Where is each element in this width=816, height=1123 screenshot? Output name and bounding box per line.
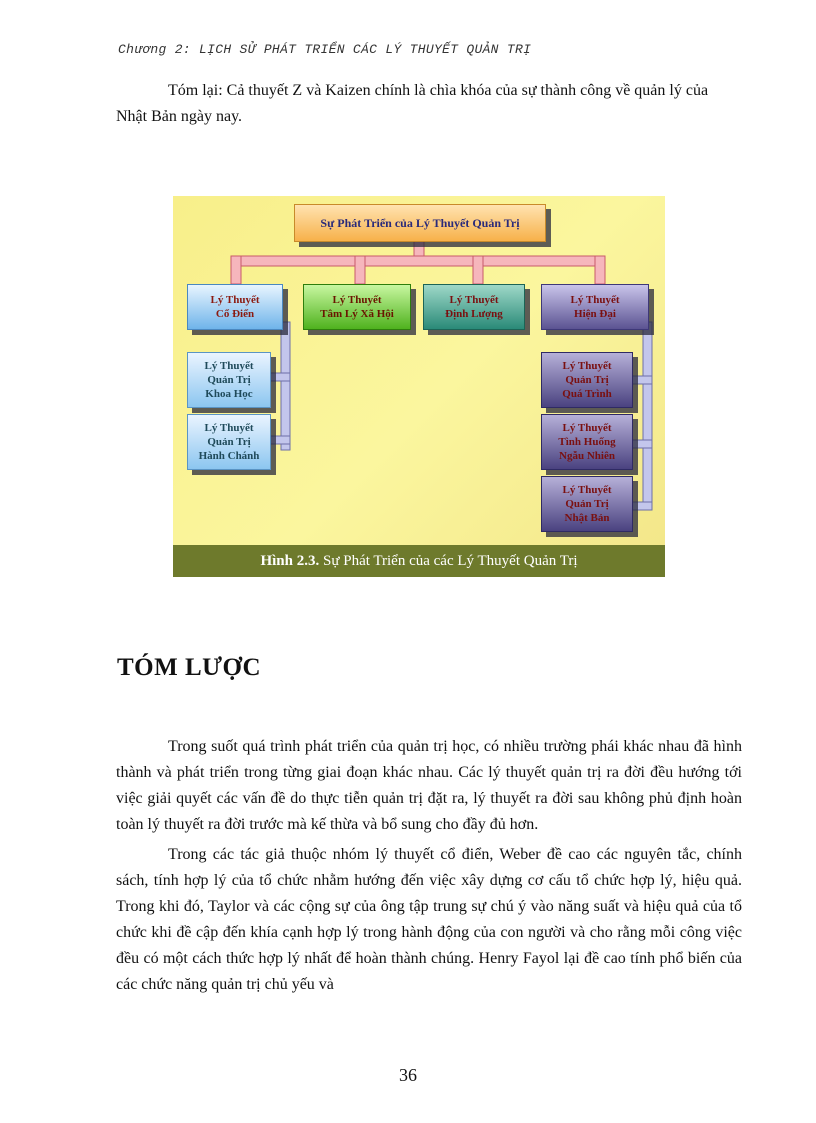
summary-body [116,734,742,998]
figure-caption: Hình 2.3. Sự Phát Triển của các Lý Thuyết Quản Trị [173,545,665,577]
running-header: Chương 2: LỊCH SỬ PHÁT TRIỂN CÁC LÝ THUYẾT QUẢN TRỊ [118,42,532,57]
process-management-node: Lý Thuyết Quản Trị Quá Trình [541,352,633,408]
summary-paragraph-2: Trong các tác giả thuộc nhóm lý thuyết cổ điển, Weber đề cao các nguyên tắc, chính sách, tính hợp lý của tổ chức nhằm hướng đến việc xây dựng cơ cấu tổ chức hợp lý, hiệu quả. Trong khi đó, Taylor và các cộng sự của ông tập trung sự chú ý vào năng suất và hiệu quả của tổ chức khi đề cập đến khía cạnh hợp lý trong hành động của con người và cho rằng mỗi công việc đều có một cách thức hợp lý nhất để hoàn thành chúng. Henry Fayol lại đề cao tính phổ biến của các chức năng quản trị chủ yếu và [116,846,742,993]
scientific-management-node: Lý Thuyết Quản Trị Khoa Học [187,352,271,408]
japanese-management-node: Lý Thuyết Quản Trị Nhật Bản [541,476,633,532]
page-number: 36 [399,1065,417,1085]
contingency-theory-node: Lý Thuyết Tình Huống Ngẫu Nhiên [541,414,633,470]
administrative-management-node: Lý Thuyết Quản Trị Hành Chánh [187,414,271,470]
modern-theory-node: Lý Thuyết Hiện Đại [541,284,649,330]
classical-theory-node: Lý Thuyết Cổ Điển [187,284,283,330]
social-psychology-theory-node: Lý Thuyết Tâm Lý Xã Hội [303,284,411,330]
section-title: TÓM LƯỢC [117,654,262,681]
quantitative-theory-node: Lý Thuyết Định Lượng [423,284,525,330]
summary-paragraph-1: Trong suốt quá trình phát triển của quản trị học, có nhiều trường phái khác nhau đã hình thành và phát triển trong từng giai đoạn khác nhau. Các lý thuyết quản trị ra đời đều hướng tới việc giải quyết các vấn đề do thực tiễn quản trị đặt ra, lý thuyết ra đời sau không phủ định hoàn toàn lý thuyết ra đời trước mà kế thừa và bổ sung cho đầy đủ hơn. [116,738,742,833]
intro-paragraph: Tóm lại: Cả thuyết Z và Kaizen chính là chìa khóa của sự thành công về quản lý của Nhật Bản ngày nay. [116,82,709,125]
theory-development-diagram [173,196,665,545]
root-node: Sự Phát Triển của Lý Thuyết Quản Trị [294,204,546,242]
